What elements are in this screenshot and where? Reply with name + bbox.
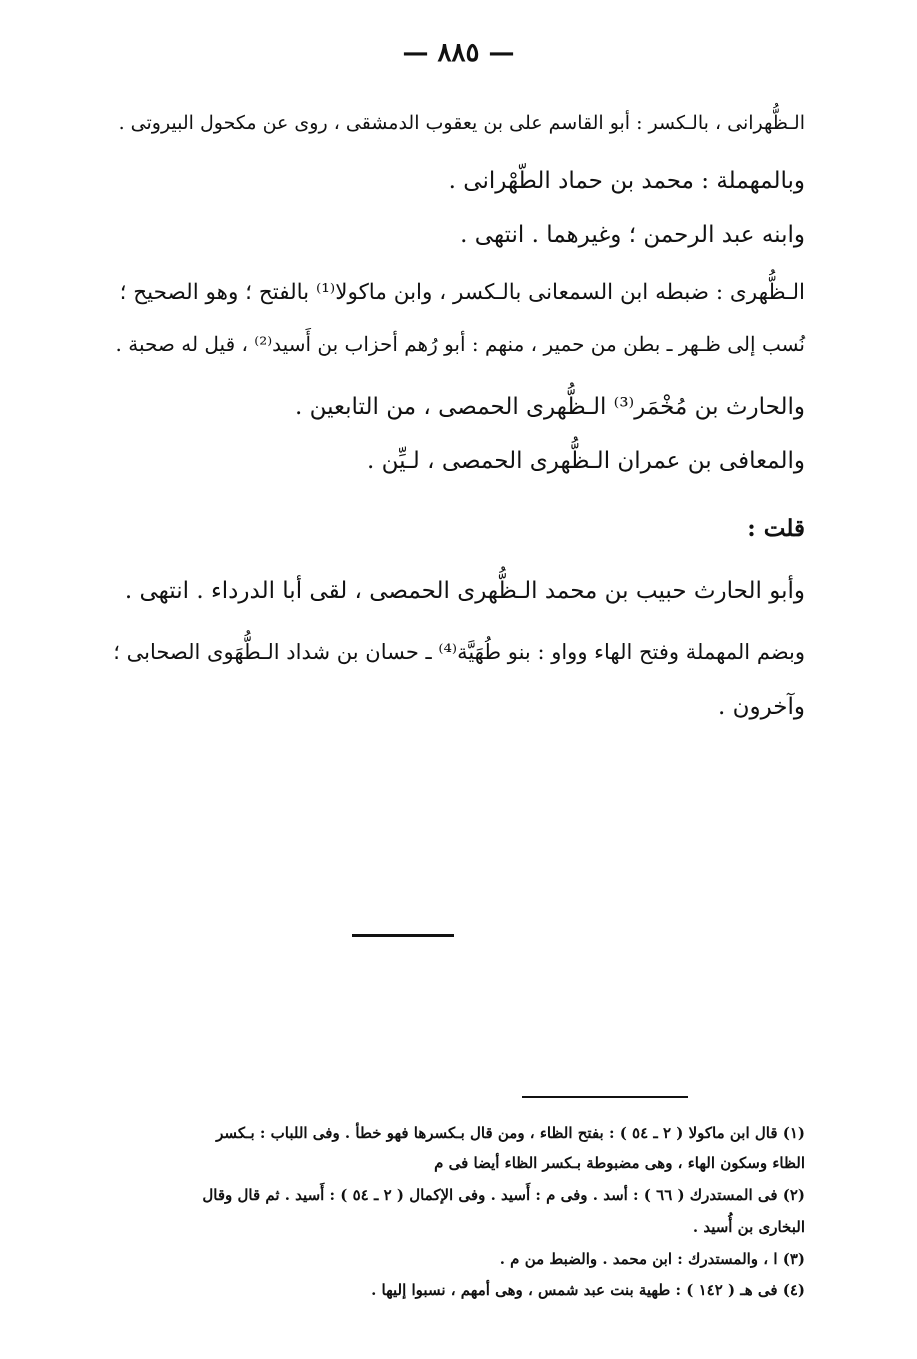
section-divider xyxy=(352,934,454,937)
body-line: وبالمهملة : محمد بن حماد الطّهْرانى . xyxy=(448,168,805,194)
footnote-line: البخارى بن أُسيد . xyxy=(692,1218,805,1236)
body-line: وأبو الحارث حبيب بن محمد الـظُّهرى الحمصى ، لقى أبا الدرداء . انتهى . xyxy=(124,578,805,604)
footnote-line: (١) قال ابن ماكولا ( ٢ ـ ٥٤ ) : بفتح الظاء ، ومن قال بـكسرها فهو خطأ . وفى اللباب : بـكسر xyxy=(216,1124,805,1142)
footnote-line: (٢) فى المستدرك ( ٦٦ ) : أسد . وفى م : أَسيد . وفى الإكمال ( ٢ ـ ٥٤ ) : أَسيد . ثم قال وقال xyxy=(202,1186,805,1204)
body-line: والحارث بن مُخْمَر⁽³⁾ الـظُّهرى الحمصى ، من التابعين . xyxy=(294,394,805,420)
footnote-line: الظاء وسكون الهاء ، وهى مضبوطة بـكسر الظاء أيضا فى م xyxy=(434,1154,805,1172)
body-line: وآخرون . xyxy=(717,694,805,720)
body-line: وابنه عبد الرحمن ؛ وغيرهما . انتهى . xyxy=(460,222,805,248)
body-line: الـظُّهرانى ، بالـكسر : أبو القاسم على بن يعقوب الدمشقى ، روى عن مكحول البيروتى . xyxy=(118,112,805,134)
body-line: الـظُّهرى : ضبطه ابن السمعانى بالـكسر ، وابن ماكولا⁽¹⁾ بالفتح ؛ وهو الصحيح ؛ xyxy=(119,280,805,305)
body-line: والمعافى بن عمران الـظُّهرى الحمصى ، لـيِّن . xyxy=(366,448,805,474)
body-line: نُسب إلى ظـهر ـ بطن من حمير ، منهم : أبو رُهم أحزاب بن أَسيد⁽²⁾ ، قيل له صحبة . xyxy=(115,332,805,356)
footnote-divider xyxy=(522,1096,688,1098)
footnote-line: (٣) ا ، والمستدرك : ابن محمد . والضبط من م . xyxy=(499,1250,805,1268)
page-number: — ٨٨٥ — xyxy=(402,38,515,68)
section-heading: قلت : xyxy=(747,515,805,542)
footnote-line: (٤) فى هـ ( ١٤٢ ) : طهية بنت عبد شمس ، وهى أمهم ، نسبوا إليها . xyxy=(371,1281,805,1299)
body-line: وبضم المهملة وفتح الهاء وواو : بنو طُهَيَّة⁽⁴⁾ ـ حسان بن شداد الـطُّهَوى الصحابى ؛ xyxy=(113,640,805,664)
